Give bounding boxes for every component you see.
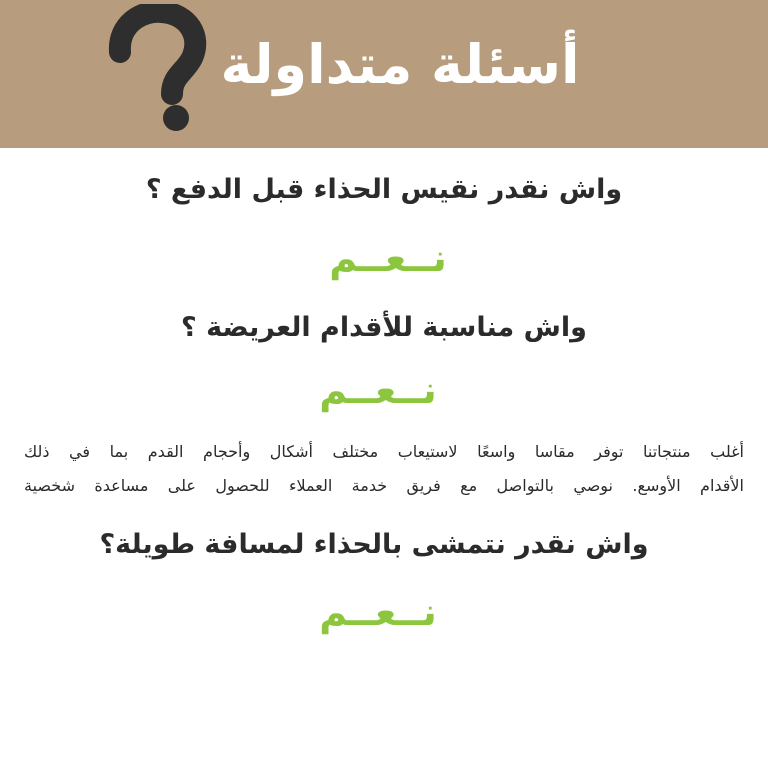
faq-note-line-2: الأقدام الأوسع. نوصي بالتواصل مع فريق خدمة العملاء للحصول على مساعدة شخصية [24, 476, 744, 495]
faq-answer-1: نــعــم [329, 236, 447, 280]
faq-note-line-1: أغلب منتجاتنا توفر مقاسا واسعًا لاستيعاب مختلف أشكال وأحجام القدم بما في ذلك [24, 442, 744, 461]
faq-answer-2: نــعــم [319, 368, 437, 412]
header-banner [0, 0, 768, 148]
faq-answer-3: نــعــم [319, 590, 437, 634]
page-title: أسئلة متداولة [220, 33, 580, 96]
faq-question-1: واش نقدر نقيس الحذاء قبل الدفع ؟ [145, 174, 623, 205]
question-mark-hook [120, 12, 195, 94]
question-mark-icon [104, 4, 208, 134]
faq-question-2: واش مناسبة للأقدام العريضة ؟ [181, 312, 587, 343]
question-mark-dot [163, 105, 189, 131]
faq-question-3: واش نقدر نتمشى بالحذاء لمسافة طويلة؟ [99, 529, 649, 560]
